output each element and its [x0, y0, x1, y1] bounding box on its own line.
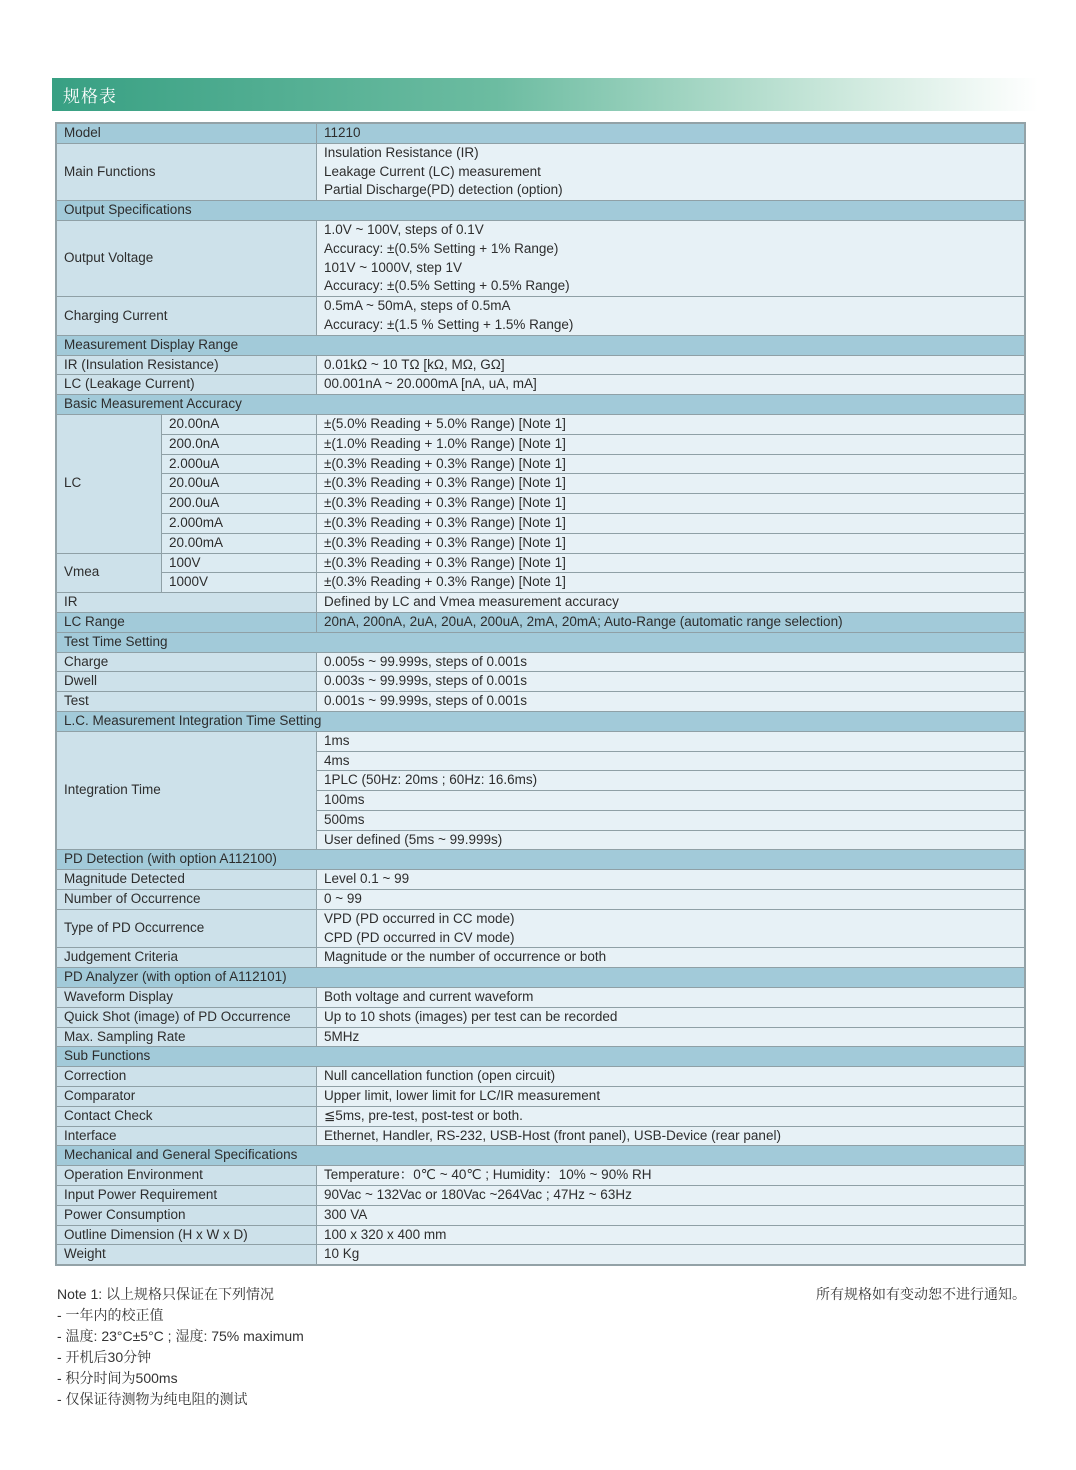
row-value [317, 593, 1024, 612]
row-value: User defined (5ms ~ 99.999s) [317, 831, 1024, 850]
row-label: Waveform Display [57, 988, 317, 1007]
note-line: - 仅保证待测物为纯电阻的测试 [57, 1391, 248, 1407]
range-label: 2.000mA [162, 514, 317, 533]
row-label: Charging Current [57, 297, 317, 335]
value-line: Ethernet, Handler, RS-232, USB-Host (front panel), USB-Device (rear panel) [324, 1127, 781, 1143]
disclaimer-text: 所有规格如有变动恕不进行通知。 [816, 1286, 1026, 1302]
spec-row [57, 870, 1024, 890]
row-value [317, 144, 1024, 200]
row-label: Charge [57, 653, 317, 672]
row-value: 100ms [317, 791, 1024, 810]
row-label: LC (Leakage Current) [57, 375, 317, 394]
row-label: Comparator [57, 1087, 317, 1106]
sub-row [317, 771, 1024, 791]
note-line: Note 1: 以上规格只保证在下列情况 [57, 1286, 275, 1302]
value-line: Partial Discharge(PD) detection (option) [324, 182, 563, 198]
spec-row [57, 1186, 1024, 1206]
sub-row [162, 514, 1024, 534]
range-label: 100V [162, 554, 317, 573]
spec-row [57, 1127, 1024, 1147]
row-value: ±(0.3% Reading + 0.3% Range) [Note 1] [317, 474, 1024, 493]
range-label: 200.0nA [162, 435, 317, 454]
spec-row [57, 144, 1024, 201]
row-value: 1PLC (50Hz: 20ms ; 60Hz: 16.6ms) [317, 771, 1024, 790]
spec-row [57, 692, 1024, 712]
value-line: 100 x 320 x 400 mm [324, 1226, 447, 1242]
spec-row [57, 948, 1024, 968]
value-line: 0 ~ 99 [324, 891, 362, 907]
spec-row [57, 672, 1024, 692]
row-value [317, 1087, 1024, 1106]
value-line: Null cancellation function (open circuit) [324, 1068, 556, 1084]
value-line: 10 Kg [324, 1246, 360, 1262]
value-line: CPD (PD occurred in CV mode) [324, 929, 515, 945]
value-line: ≦5ms, pre-test, post-test or both. [324, 1107, 523, 1123]
spec-table [55, 122, 1026, 1266]
value-line: Up to 10 shots (images) per test can be recorded [324, 1008, 618, 1024]
value-line: 0.003s ~ 99.999s, steps of 0.001s [324, 673, 528, 689]
spec-row [57, 297, 1024, 336]
spec-row [57, 890, 1024, 910]
row-label: Vmea [57, 554, 162, 593]
row-label: IR (Insulation Resistance) [57, 356, 317, 375]
spec-row [57, 1245, 1024, 1264]
row-value [317, 890, 1024, 909]
sub-row [317, 791, 1024, 811]
note-line: - 一年内的校正值 [57, 1307, 164, 1323]
section-header-row [57, 633, 1024, 653]
spec-row [57, 1028, 1024, 1048]
value-line: VPD (PD occurred in CC mode) [324, 910, 515, 926]
section-header-row [57, 395, 1024, 415]
row-value: 1ms [317, 732, 1024, 751]
section-header-label: Mechanical and General Specifications [57, 1146, 1024, 1165]
row-label: Model [57, 124, 317, 143]
value-line: Defined by LC and Vmea measurement accuracy [324, 594, 619, 610]
spec-row [57, 732, 1024, 851]
row-value: 20nA, 200nA, 2uA, 20uA, 200uA, 2mA, 20mA; Auto-Range (automatic range selection) [317, 613, 1024, 632]
note-first-row [57, 1284, 1026, 1305]
row-label: Interface [57, 1127, 317, 1146]
section-header-row [57, 850, 1024, 870]
row-value [317, 1245, 1024, 1264]
sub-row [162, 415, 1024, 435]
value-line: Temperature：0℃ ~ 40℃ ; Humidity：10% ~ 90% RH [324, 1167, 652, 1183]
sub-rows [317, 732, 1024, 850]
row-value [317, 870, 1024, 889]
row-value: ±(0.3% Reading + 0.3% Range) [Note 1] [317, 455, 1024, 474]
value-line: 0.005s ~ 99.999s, steps of 0.001s [324, 653, 528, 669]
section-header-label: PD Analyzer (with option of A112101) [57, 968, 1024, 987]
row-value [317, 221, 1024, 296]
spec-row [57, 554, 1024, 594]
spec-row [57, 1008, 1024, 1028]
row-value: 11210 [317, 124, 1024, 143]
row-value: ±(0.3% Reading + 0.3% Range) [Note 1] [317, 573, 1024, 592]
value-line: 0.001s ~ 99.999s, steps of 0.001s [324, 693, 528, 709]
row-value [317, 988, 1024, 1007]
sub-row [162, 554, 1024, 574]
row-value [317, 1226, 1024, 1245]
row-label: Type of PD Occurrence [57, 910, 317, 948]
note-line: - 温度: 23°C±5°C ; 湿度: 75% maximum [57, 1328, 304, 1344]
row-value [317, 1166, 1024, 1185]
row-label: Max. Sampling Rate [57, 1028, 317, 1047]
section-header-label: Output Specifications [57, 201, 1024, 220]
row-label: Dwell [57, 672, 317, 691]
note-line: - 开机后30分钟 [57, 1349, 152, 1365]
row-label: Quick Shot (image) of PD Occurrence [57, 1008, 317, 1027]
value-line: Accuracy: ±(1.5 % Setting + 1.5% Range) [324, 316, 574, 332]
section-header-row [57, 336, 1024, 356]
row-value: 500ms [317, 811, 1024, 830]
row-value [317, 297, 1024, 335]
value-line: Accuracy: ±(0.5% Setting + 0.5% Range) [324, 278, 570, 294]
row-label: IR [57, 593, 317, 612]
row-label: LC [57, 415, 162, 553]
section-header-label: PD Detection (with option A112100) [57, 850, 1024, 869]
value-line: 0.01kΩ ~ 10 TΩ [kΩ, MΩ, GΩ] [324, 356, 505, 372]
value-line: 300 VA [324, 1206, 368, 1222]
section-header-row [57, 201, 1024, 221]
row-label: Contact Check [57, 1107, 317, 1126]
row-value [317, 1067, 1024, 1086]
row-label: Outline Dimension (H x W x D) [57, 1226, 317, 1245]
range-label: 1000V [162, 573, 317, 592]
spec-row [57, 415, 1024, 554]
sub-row [162, 435, 1024, 455]
row-value: ±(0.3% Reading + 0.3% Range) [Note 1] [317, 494, 1024, 513]
spec-row [57, 124, 1024, 144]
section-header-label: Measurement Display Range [57, 336, 1024, 355]
section-header-label: Sub Functions [57, 1047, 1024, 1066]
value-line: 101V ~ 1000V, step 1V [324, 259, 462, 275]
row-label: Number of Occurrence [57, 890, 317, 909]
sub-row [317, 752, 1024, 772]
spec-row [57, 375, 1024, 395]
spec-row [57, 1226, 1024, 1246]
value-line: Upper limit, lower limit for LC/IR measurement [324, 1088, 601, 1104]
section-header-label: Basic Measurement Accuracy [57, 395, 1024, 414]
row-label: Operation Environment [57, 1166, 317, 1185]
value-line: Insulation Resistance (IR) [324, 144, 479, 160]
section-header-label: Test Time Setting [57, 633, 1024, 652]
row-value: ±(1.0% Reading + 1.0% Range) [Note 1] [317, 435, 1024, 454]
row-value: 4ms [317, 752, 1024, 771]
row-value [317, 1028, 1024, 1047]
row-label: Power Consumption [57, 1206, 317, 1225]
row-label: Weight [57, 1245, 317, 1264]
row-label: Integration Time [57, 732, 317, 850]
row-value: ±(0.3% Reading + 0.3% Range) [Note 1] [317, 554, 1024, 573]
spec-row [57, 1067, 1024, 1087]
row-value [317, 672, 1024, 691]
value-line: Leakage Current (LC) measurement [324, 163, 541, 179]
value-line: 5MHz [324, 1028, 360, 1044]
row-value [317, 1186, 1024, 1205]
sub-row [162, 474, 1024, 494]
row-value [317, 653, 1024, 672]
value-line: Accuracy: ±(0.5% Setting + 1% Range) [324, 240, 559, 256]
spec-row [57, 613, 1024, 633]
value-line: 00.001nA ~ 20.000mA [nA, uA, mA] [324, 376, 537, 392]
sub-row [317, 811, 1024, 831]
section-header-row [57, 968, 1024, 988]
row-value [317, 1127, 1024, 1146]
spec-row [57, 221, 1024, 297]
row-label: Judgement Criteria [57, 948, 317, 967]
spec-row [57, 593, 1024, 613]
row-value [317, 692, 1024, 711]
sub-row [317, 732, 1024, 752]
notes-block [57, 1284, 1026, 1410]
sub-row [162, 494, 1024, 514]
row-value [317, 375, 1024, 394]
section-header-row [57, 1047, 1024, 1067]
row-value [317, 1008, 1024, 1027]
row-value [317, 356, 1024, 375]
sub-rows [162, 415, 1024, 553]
note-line: - 积分时间为500ms [57, 1370, 178, 1386]
section-title-bar [52, 78, 1038, 111]
spec-row [57, 910, 1024, 949]
row-value [317, 948, 1024, 967]
spec-row [57, 356, 1024, 376]
row-label: Magnitude Detected [57, 870, 317, 889]
range-label: 20.00mA [162, 534, 317, 553]
value-line: 1.0V ~ 100V, steps of 0.1V [324, 221, 484, 237]
row-label: Main Functions [57, 144, 317, 200]
spec-row [57, 1206, 1024, 1226]
row-value: ±(0.3% Reading + 0.3% Range) [Note 1] [317, 534, 1024, 553]
range-label: 20.00uA [162, 474, 317, 493]
row-label: Output Voltage [57, 221, 317, 296]
row-label: Correction [57, 1067, 317, 1086]
row-label: LC Range [57, 613, 317, 632]
spec-row [57, 988, 1024, 1008]
sub-row [162, 534, 1024, 553]
value-line: Magnitude or the number of occurrence or both [324, 949, 607, 965]
spec-row [57, 1087, 1024, 1107]
section-header-row [57, 1146, 1024, 1166]
spec-row [57, 653, 1024, 673]
value-line: 90Vac ~ 132Vac or 180Vac ~264Vac ; 47Hz ~ 63Hz [324, 1187, 632, 1203]
value-line: Both voltage and current waveform [324, 989, 534, 1005]
section-header-label: L.C. Measurement Integration Time Setting [57, 712, 1024, 731]
row-value: ±(0.3% Reading + 0.3% Range) [Note 1] [317, 514, 1024, 533]
row-value: ±(5.0% Reading + 5.0% Range) [Note 1] [317, 415, 1024, 434]
page-title: 规格表 [63, 87, 117, 106]
spec-row [57, 1166, 1024, 1186]
spec-row [57, 1107, 1024, 1127]
row-value [317, 910, 1024, 948]
row-value [317, 1107, 1024, 1126]
row-label: Input Power Requirement [57, 1186, 317, 1205]
range-label: 200.0uA [162, 494, 317, 513]
sub-row [317, 831, 1024, 850]
range-label: 20.00nA [162, 415, 317, 434]
range-label: 2.000uA [162, 455, 317, 474]
section-header-row [57, 712, 1024, 732]
row-value [317, 1206, 1024, 1225]
sub-row [162, 455, 1024, 475]
row-label: Test [57, 692, 317, 711]
sub-rows [162, 554, 1024, 593]
value-line: 0.5mA ~ 50mA, steps of 0.5mA [324, 298, 511, 314]
sub-row [162, 573, 1024, 592]
value-line: Level 0.1 ~ 99 [324, 871, 410, 887]
